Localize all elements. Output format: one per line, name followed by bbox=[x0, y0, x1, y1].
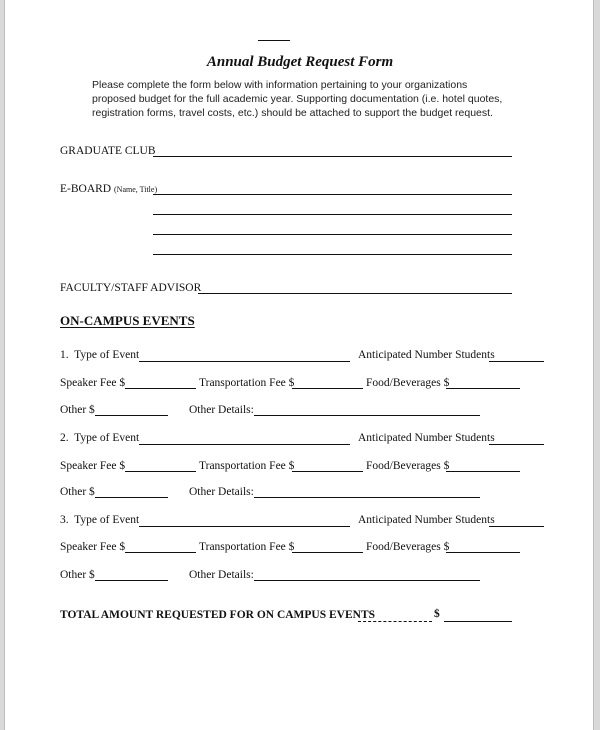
on-campus-events-heading: ON-CAMPUS EVENTS bbox=[60, 313, 195, 328]
eboard-field-3[interactable] bbox=[153, 234, 512, 235]
eboard-label-text: E-BOARD bbox=[60, 183, 112, 195]
event-2-transportation-field[interactable] bbox=[292, 471, 363, 472]
event-1-other-label: Other $ bbox=[60, 404, 95, 416]
total-currency: $ bbox=[434, 608, 440, 620]
event-1-food-label: Food/Beverages $ bbox=[366, 377, 450, 389]
event-1-speaker-fee-label: Speaker Fee $ bbox=[60, 377, 126, 389]
event-2-other-field[interactable] bbox=[95, 497, 168, 498]
total-leader-dashes bbox=[358, 621, 432, 622]
event-2-other-label: Other $ bbox=[60, 486, 95, 498]
header-mark bbox=[258, 40, 290, 41]
event-3-transportation-field[interactable] bbox=[292, 552, 363, 553]
event-1-other-details-field[interactable] bbox=[254, 415, 480, 416]
event-number: 3. bbox=[60, 514, 69, 526]
event-3-food-label: Food/Beverages $ bbox=[366, 541, 450, 553]
form-title: Annual Budget Request Form bbox=[206, 54, 394, 70]
event-2-food-field[interactable] bbox=[446, 471, 520, 472]
event-1-other-details-label: Other Details: bbox=[189, 404, 254, 416]
event-3-transportation-label: Transportation Fee $ bbox=[199, 541, 295, 553]
event-3-type-field[interactable] bbox=[139, 526, 350, 527]
type-of-event-text: Type of Event bbox=[74, 432, 140, 444]
form-instructions: Please complete the form below with information pertaining to your organizations proposed budget for the full academic year. Supporting documentation (i.e. hotel quotes, registration forms, travel costs, etc.) should be attached to support the budget request. bbox=[92, 79, 503, 119]
event-1-other-field[interactable] bbox=[95, 415, 168, 416]
graduate-club-label: GRADUATE CLUB bbox=[60, 145, 156, 157]
event-1-food-field[interactable] bbox=[446, 388, 520, 389]
graduate-club-field[interactable] bbox=[153, 156, 512, 157]
total-label: TOTAL AMOUNT REQUESTED FOR ON CAMPUS EVENTS bbox=[60, 609, 376, 621]
event-1-students-label: Anticipated Number Students bbox=[358, 349, 495, 361]
event-3-students-field[interactable] bbox=[489, 526, 544, 527]
event-3-speaker-fee-field[interactable] bbox=[125, 552, 196, 553]
eboard-field-4[interactable] bbox=[153, 254, 512, 255]
event-2-students-label: Anticipated Number Students bbox=[358, 432, 495, 444]
event-2-transportation-label: Transportation Fee $ bbox=[199, 460, 295, 472]
event-3-other-field[interactable] bbox=[95, 580, 168, 581]
event-1-transportation-field[interactable] bbox=[292, 388, 363, 389]
event-2-other-details-field[interactable] bbox=[254, 497, 480, 498]
event-number: 2. bbox=[60, 432, 69, 444]
event-2-speaker-fee-label: Speaker Fee $ bbox=[60, 460, 126, 472]
event-3-speaker-fee-label: Speaker Fee $ bbox=[60, 541, 126, 553]
event-1-speaker-fee-field[interactable] bbox=[125, 388, 196, 389]
type-of-event-text: Type of Event bbox=[74, 349, 140, 361]
event-3-other-details-label: Other Details: bbox=[189, 569, 254, 581]
event-3-type-label bbox=[60, 514, 139, 526]
event-1-type-label bbox=[60, 349, 139, 361]
event-2-other-details-label: Other Details: bbox=[189, 486, 254, 498]
event-2-type-label bbox=[60, 432, 139, 444]
event-3-food-field[interactable] bbox=[446, 552, 520, 553]
eboard-field-2[interactable] bbox=[153, 214, 512, 215]
type-of-event-text: Type of Event bbox=[74, 514, 140, 526]
event-2-students-field[interactable] bbox=[489, 444, 544, 445]
eboard-label bbox=[60, 183, 157, 195]
event-2-type-field[interactable] bbox=[139, 444, 350, 445]
event-1-students-field[interactable] bbox=[489, 361, 544, 362]
event-3-students-label: Anticipated Number Students bbox=[358, 514, 495, 526]
event-2-food-label: Food/Beverages $ bbox=[366, 460, 450, 472]
event-2-speaker-fee-field[interactable] bbox=[125, 471, 196, 472]
faculty-advisor-label: FACULTY/STAFF ADVISOR bbox=[60, 282, 202, 294]
faculty-advisor-field[interactable] bbox=[198, 293, 512, 294]
eboard-note: (Name, Title) bbox=[114, 185, 158, 194]
event-number: 1. bbox=[60, 349, 69, 361]
event-1-type-field[interactable] bbox=[139, 361, 350, 362]
total-amount-field[interactable] bbox=[444, 621, 512, 622]
eboard-field-1[interactable] bbox=[153, 194, 512, 195]
event-3-other-label: Other $ bbox=[60, 569, 95, 581]
event-3-other-details-field[interactable] bbox=[254, 580, 480, 581]
event-1-transportation-label: Transportation Fee $ bbox=[199, 377, 295, 389]
